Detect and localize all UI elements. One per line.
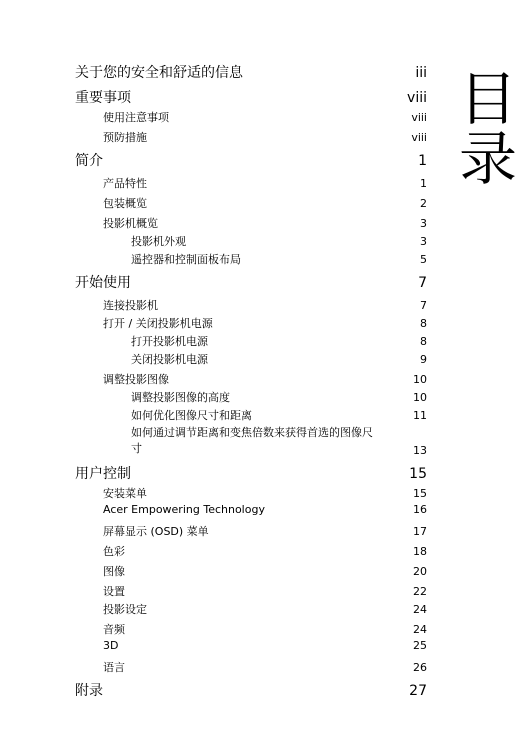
toc-entry-label: 语言 (103, 661, 125, 674)
toc-entry-page: 13 (413, 444, 427, 457)
toc-entry-page: 7 (420, 299, 427, 312)
toc-entry[interactable] (75, 109, 427, 125)
toc-entry-label: 安装菜单 (103, 487, 147, 500)
toc-entry-page: 26 (413, 661, 427, 674)
toc-entry[interactable] (75, 621, 427, 637)
toc-entry-label: 调整投影图像的高度 (131, 391, 230, 404)
toc-entry-page: 20 (413, 565, 427, 578)
toc-entry-label: 打开 / 关闭投影机电源 (103, 317, 213, 330)
toc-entry[interactable] (75, 315, 427, 331)
toc-entry[interactable] (75, 62, 427, 82)
toc-entry[interactable] (75, 407, 427, 423)
toc-entry-label: Acer Empowering Technology (103, 503, 265, 516)
toc-entry-page: iii (415, 65, 427, 81)
toc-entry[interactable] (75, 233, 427, 249)
toc-entry-page: 1 (418, 153, 427, 169)
toc-entry-page: 18 (413, 545, 427, 558)
toc-entry-label: 设置 (103, 585, 125, 598)
toc-entry-label: 包装概览 (103, 197, 147, 210)
toc-entry-label: 重要事项 (75, 90, 131, 106)
toc-entry-page: 16 (413, 503, 427, 516)
toc-entry-page: 27 (409, 683, 427, 699)
toc-entry-label: 关闭投影机电源 (131, 353, 208, 366)
toc-entry-label: 如何优化图像尺寸和距离 (131, 409, 252, 422)
toc-entry-label: 遥控器和控制面板布局 (131, 253, 241, 266)
toc-entry[interactable] (75, 175, 427, 191)
toc-entry-page: 7 (418, 275, 427, 291)
toc-entry-page: 3 (420, 235, 427, 248)
toc-entry-page: viii (411, 131, 427, 144)
toc-entry[interactable] (75, 195, 427, 211)
toc-entry-page: 10 (413, 391, 427, 404)
toc-entry-label: 色彩 (103, 545, 125, 558)
toc-entry[interactable] (75, 150, 427, 170)
toc-entry[interactable] (75, 583, 427, 599)
toc-entry-label: 图像 (103, 565, 125, 578)
toc-entry[interactable] (75, 601, 427, 617)
toc-entry[interactable] (75, 463, 427, 483)
toc-entry-page: 11 (413, 409, 427, 422)
toc-entry-page: 22 (413, 585, 427, 598)
page-title: 目录 (449, 68, 517, 188)
toc-entry-label: 投影机外观 (131, 235, 186, 248)
toc-entry-page: 25 (413, 639, 427, 652)
toc-entry-label: 屏幕显示 (OSD) 菜单 (103, 525, 209, 538)
toc-entry-label: 简介 (75, 153, 103, 169)
toc-entry-label: 使用注意事项 (103, 111, 169, 124)
toc-entry-page: 10 (413, 373, 427, 386)
toc-entry[interactable] (75, 87, 427, 107)
toc-entry[interactable] (75, 215, 427, 231)
toc-entry-page: 8 (420, 317, 427, 330)
toc-entry-label: 开始使用 (75, 275, 131, 291)
toc-entry-label: 产品特性 (103, 177, 147, 190)
toc-entry[interactable] (75, 389, 427, 405)
toc-entry-label: 投影设定 (103, 603, 147, 616)
toc-entry-label: 投影机概览 (103, 217, 158, 230)
toc-entry-label: 附录 (75, 683, 103, 699)
toc-entry-label: 关于您的安全和舒适的信息 (75, 65, 243, 81)
toc-entry[interactable] (75, 543, 427, 559)
toc-entry[interactable] (75, 251, 427, 267)
toc-entry-page: 15 (409, 466, 427, 482)
toc-entry[interactable] (75, 659, 427, 675)
toc-entry[interactable] (75, 129, 427, 145)
toc-entry-label: 如何通过调节距离和变焦倍数来获得首选的图像尺寸 (131, 426, 373, 455)
toc-entry[interactable] (75, 351, 427, 367)
toc-entry-label: 3D (103, 639, 119, 652)
toc-entry-page: 17 (413, 525, 427, 538)
toc-entry[interactable] (75, 523, 427, 539)
toc-entry-label: 打开投影机电源 (131, 335, 208, 348)
toc-entry[interactable] (75, 680, 427, 700)
toc-entry-label: 预防措施 (103, 131, 147, 144)
toc-entry[interactable] (75, 563, 427, 579)
toc-entry-page: viii (407, 90, 427, 106)
toc-entry-page: 5 (420, 253, 427, 266)
toc-entry-page: 9 (420, 353, 427, 366)
toc-entry-page: 24 (413, 623, 427, 636)
toc-entry-page: 15 (413, 487, 427, 500)
toc-entry-page: 24 (413, 603, 427, 616)
toc-entry[interactable] (75, 425, 427, 457)
toc-entry[interactable] (75, 333, 427, 349)
toc-entry-page: 3 (420, 217, 427, 230)
toc-entry-label: 音频 (103, 623, 125, 636)
toc-entry-page: 8 (420, 335, 427, 348)
toc-entry-page: 1 (420, 177, 427, 190)
toc-entry-label: 连接投影机 (103, 299, 158, 312)
toc-entry[interactable] (75, 371, 427, 387)
toc-entry[interactable] (75, 297, 427, 313)
toc-entry-label: 调整投影图像 (103, 373, 169, 386)
toc-entry[interactable] (75, 485, 427, 501)
toc-entry[interactable] (75, 503, 427, 516)
toc-entry[interactable] (75, 639, 427, 652)
toc-entry-page: 2 (420, 197, 427, 210)
toc-entry-label: 用户控制 (75, 466, 131, 482)
toc-entry-page: viii (411, 111, 427, 124)
toc-entry[interactable] (75, 272, 427, 292)
